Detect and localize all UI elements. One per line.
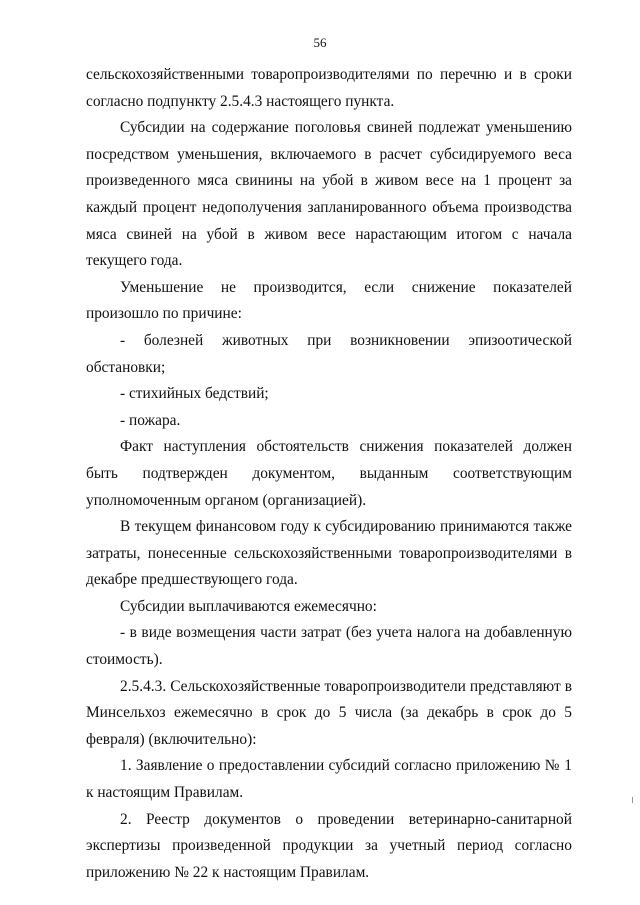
list-item-natural-disasters: - стихийных бедствий; [120,385,269,403]
document-body [86,62,572,886]
paragraph-previous-year-costs: В текущем финансовом году к субсидированию принимаются также затраты, понесенные сельскохозяйственными товаропроизводителями в декабре предшествующего года. [86,518,572,589]
list-item-animal-diseases: - болезней животных при возникновении эпизоотической обстановки; [86,331,572,376]
list-item-cost-reimbursement: - в виде возмещения части затрат (без учета налога на добавленную стоимость). [86,624,572,669]
scan-edge-mark [632,797,633,803]
paragraph-subsidy-reduction: Субсидии на содержание поголовья свиней подлежат уменьшению посредством уменьшения, включаемого в расчет субсидируемого веса произведенного мяса свинины на убой в живом весе на 1 процент за каждый процент недополучения запланированного объема производства мяса свиней на убой в живом весе нарастающим итогом с начала текущего года. [86,119,572,270]
list-item-registry: 2. Реестр документов о проведении ветеринарно-санитарной экспертизы произведенной продукции за учетный период согласно приложению № 22 к настоящим Правилам. [86,810,572,881]
paragraph-continuation: сельскохозяйственными товаропроизводителями по перечню и в сроки согласно подпункту 2.5.4.3 настоящего пункта. [86,66,572,110]
page-number: 56 [313,35,327,50]
paragraph-monthly-payment: Субсидии выплачиваются ежемесячно: [120,597,377,615]
paragraph-confirmation-document: Факт наступления обстоятельств снижения показателей должен быть подтвержден документом, выданным соответствующим уполномоченным органом (организацией). [86,438,572,509]
paragraph-section-2-5-4-3: 2.5.4.3. Сельскохозяйственные товаропроизводители представляют в Минсельхоз ежемесячно в срок до 5 числа (за декабрь в срок до 5 февраля) (включительно): [86,677,572,748]
list-item-application: 1. Заявление о предоставлении субсидий согласно приложению № 1 к настоящим Правилам. [86,757,572,802]
paragraph-reduction-exceptions: Уменьшение не производится, если снижение показателей произошло по причине: [86,278,572,323]
list-item-fire: - пожара. [120,411,181,429]
